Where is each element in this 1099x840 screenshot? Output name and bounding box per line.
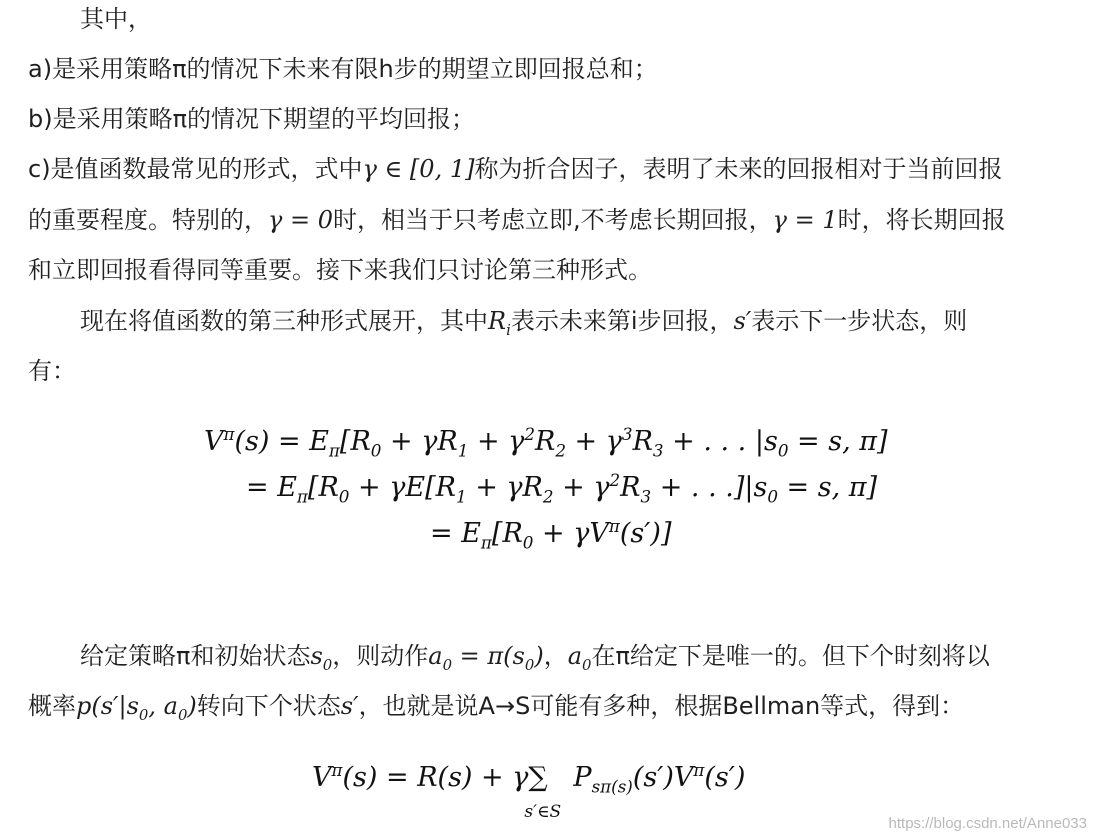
text-line-prob <box>28 689 1079 723</box>
sum-symbol: ∑ s′∈S <box>528 760 547 796</box>
equation-2: = $E_\pi[R_0 + \gamma E[R_1 + \gamma R_2 + \gamma^2R_3$ + . . $.]|s_0 = s$, π] <box>246 470 878 507</box>
text-span: 转向下个状态 <box>196 692 341 720</box>
math-R-sub: i <box>506 320 511 339</box>
text-span: 表示下一步状态，则 <box>751 307 968 335</box>
text-span: 给定策略π和初始状态 <box>80 642 311 670</box>
text-line-1: 其中， <box>80 5 152 33</box>
text-span: c)是值函数最常见的形式，式中 <box>28 155 363 183</box>
text-span: 时，相当于只考虑立即,不考虑长期回报， <box>332 206 773 234</box>
math-gamma-one: γ = 1 <box>772 206 838 234</box>
text-line-c <box>28 152 1079 186</box>
math-s0: $s_0$ <box>310 642 333 674</box>
math-s-prime-2: s′ <box>340 692 359 720</box>
math-gamma-zero: γ = 0 <box>268 206 333 234</box>
text-line-c2 <box>28 203 1079 237</box>
equation-4: $V^\pi(s) = R(s) + \gamma\sum$ s′∈S $P_{s\pi(s)}(s')V^\pi(s')$ <box>312 760 745 796</box>
text-span: 在π给定下是唯一的。但下个时刻将以 <box>591 642 990 670</box>
text-span: ， <box>543 642 568 670</box>
text-line-b: b)是采用策略π的情况下期望的平均回报； <box>28 105 476 133</box>
text-line-a: a)是采用策略π的情况下未来有限h步的期望立即回报总和； <box>28 55 658 83</box>
text-span: ，则动作 <box>332 642 429 670</box>
text-span: 概率 <box>28 692 76 720</box>
equation-1: $V^\pi(s) = E_\pi[R_0 + \gamma R_1 + \gamma^2R_2 + \gamma^3R_3$ + . . . $|s_0 = s$, π] <box>204 424 888 461</box>
sum-subscript: s′∈S <box>524 802 562 822</box>
watermark: https://blog.csdn.net/Anne033 <box>888 815 1087 832</box>
math-a0: $a_0$ <box>567 642 592 674</box>
text-line-c3: 和立即回报看得同等重要。接下来我们只讨论第三种形式。 <box>28 256 652 284</box>
math-gamma-range: γ ∈ [0, 1] <box>362 155 475 183</box>
math-prob: $p(s'|s_0$, $a_0$) <box>76 692 197 724</box>
math-R: R <box>488 307 507 335</box>
text-line-expand <box>80 304 1079 338</box>
equation-3: = $E_\pi[R_0 + \gamma V^\pi(s')]$ <box>430 516 672 553</box>
math-a0-def: $a_0 = \pi(s_0)$ <box>428 642 544 674</box>
text-span: 现在将值函数的第三种形式展开，其中 <box>80 307 488 335</box>
text-line-you: 有： <box>28 357 76 385</box>
text-span: 称为折合因子，表明了未来的回报相对于当前回报 <box>474 155 1003 183</box>
text-span: 时，将长期回报 <box>837 206 1006 234</box>
math-s-prime: s′ <box>733 307 752 335</box>
text-span: ，也就是说A→S可能有多种，根据Bellman等式，得到： <box>358 692 965 720</box>
text-line-given <box>80 639 1079 673</box>
text-span: 表示未来第i步回报， <box>510 307 734 335</box>
text-span: 的重要程度。特别的， <box>28 206 268 234</box>
